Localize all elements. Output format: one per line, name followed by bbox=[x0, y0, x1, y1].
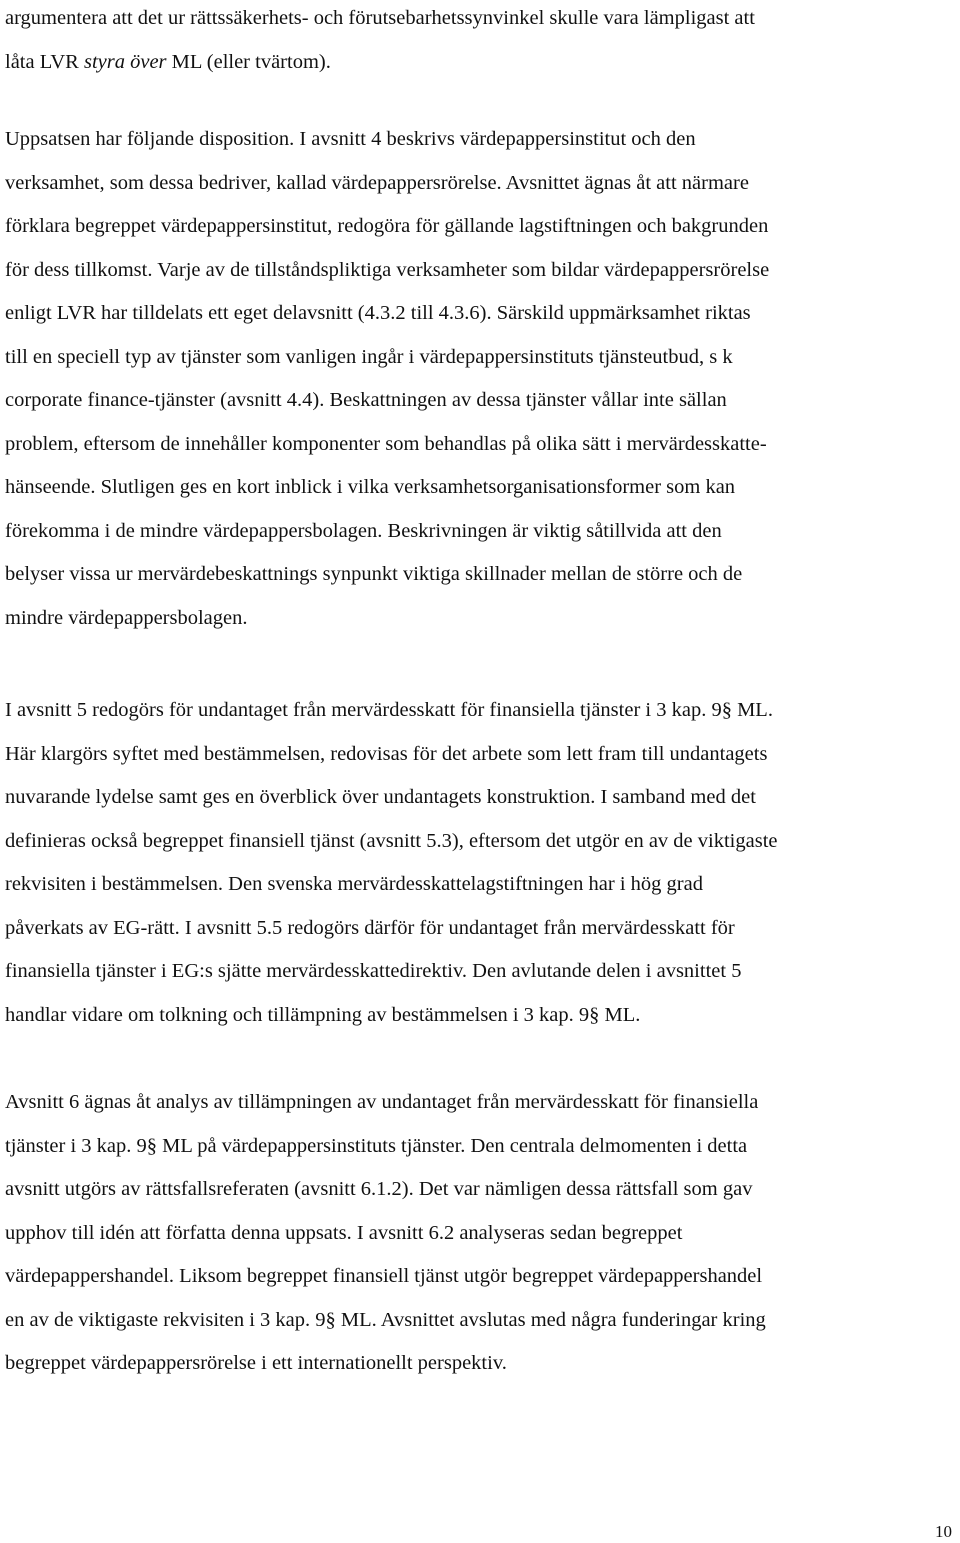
text-line bbox=[5, 510, 957, 554]
text-line bbox=[5, 1299, 957, 1343]
text-line bbox=[5, 379, 957, 423]
text-run: problem, eftersom de innehåller komponenter som behandlas på olika sätt i mervärdesskatte- bbox=[5, 432, 767, 455]
text-run: enligt LVR har tilldelats ett eget delavsnitt (4.3.2 till 4.3.6). Särskild uppmärksamhet riktas bbox=[5, 302, 751, 324]
text-run: finansiella tjänster i EG:s sjätte mervärdesskattedirektiv. Den avlutande delen i avsnittet 5 bbox=[5, 960, 742, 982]
text-line bbox=[5, 1081, 957, 1125]
text-line bbox=[5, 597, 957, 641]
text-line bbox=[5, 907, 957, 951]
paragraph-section-5 bbox=[5, 689, 957, 1037]
text-run: verksamhet, som dessa bedriver, kallad värdepappersrörelse. Avsnittet ägnas åt att närmare bbox=[5, 171, 749, 194]
page-number: 10 bbox=[935, 1522, 952, 1541]
text-run: för dess tillkomst. Varje av de tillståndspliktiga verksamheter som bildar värdepappersrörelse bbox=[5, 258, 770, 281]
text-run: argumentera att det ur rättssäkerhets- och förutsebarhetssynvinkel skulle vara lämpligast att bbox=[5, 7, 755, 29]
text-run: mindre värdepappersbolagen. bbox=[5, 606, 248, 629]
text-line bbox=[5, 1342, 957, 1386]
text-run: definieras också begreppet finansiell tjänst (avsnitt 5.3), eftersom det utgör en av de viktigaste bbox=[5, 829, 778, 852]
text-run: påverkats av EG-rätt. I avsnitt 5.5 redogörs därför för undantaget från mervärdesskatt för bbox=[5, 916, 735, 939]
text-run: I avsnitt 5 redogörs för undantaget från mervärdesskatt för finansiella tjänster i 3 kap. 9§ ML. bbox=[5, 699, 773, 721]
text-line bbox=[5, 466, 957, 510]
text-run: Avsnitt 6 ägnas åt analys av tillämpningen av undantaget från mervärdesskatt för finansiella bbox=[5, 1091, 759, 1113]
paragraph-section-6 bbox=[5, 1081, 957, 1386]
text-line bbox=[5, 1168, 957, 1212]
text-line bbox=[5, 205, 957, 249]
text-line bbox=[5, 950, 957, 994]
text-line bbox=[5, 553, 957, 597]
text-run: värdepappershandel. Liksom begreppet finansiell tjänst utgör begreppet värdepappershandel bbox=[5, 1265, 763, 1287]
text-line bbox=[5, 118, 957, 162]
text-line bbox=[5, 1125, 957, 1169]
text-run: låta LVR bbox=[5, 50, 84, 73]
text-line bbox=[5, 0, 957, 41]
italic-text: styra över bbox=[83, 50, 167, 73]
text-run: upphov till idén att författa denna uppsats. I avsnitt 6.2 analyseras sedan begreppet bbox=[5, 1221, 683, 1244]
text-line bbox=[5, 1212, 957, 1256]
text-run: en av de viktigaste rekvisiten i 3 kap. 9§ ML. Avsnittet avslutas med några funderingar kring bbox=[5, 1308, 766, 1331]
text-line bbox=[5, 994, 957, 1038]
text-line bbox=[5, 863, 957, 907]
text-line bbox=[5, 689, 957, 733]
paragraph-intro-end bbox=[5, 0, 957, 84]
paragraph-disposition bbox=[5, 118, 957, 640]
text-run: förekomma i de mindre värdepappersbolagen. Beskrivningen är viktig såtillvida att den bbox=[5, 519, 722, 542]
text-run: belyser vissa ur mervärdebeskattnings synpunkt viktiga skillnader mellan de större och de bbox=[5, 563, 743, 585]
text-run: handlar vidare om tolkning och tillämpning av bestämmelsen i 3 kap. 9§ ML. bbox=[5, 1003, 641, 1026]
text-run: till en speciell typ av tjänster som vanligen ingår i värdepappersinstituts tjänsteutbud, s k bbox=[5, 345, 733, 368]
text-run: nuvarande lydelse samt ges en överblick över undantagets konstruktion. I samband med det bbox=[5, 786, 756, 808]
text-line bbox=[5, 733, 957, 777]
text-run: rekvisiten i bestämmelsen. Den svenska mervärdesskattelagstiftningen har i hög grad bbox=[5, 873, 703, 895]
text-line bbox=[5, 776, 957, 820]
text-line bbox=[5, 292, 957, 336]
text-line bbox=[5, 423, 957, 467]
text-run: begreppet värdepappersrörelse i ett internationellt perspektiv. bbox=[5, 1352, 507, 1374]
text-run: tjänster i 3 kap. 9§ ML på värdepappersinstituts tjänster. Den centrala delmomenten i detta bbox=[5, 1134, 748, 1157]
text-line bbox=[5, 820, 957, 864]
text-run: corporate finance-tjänster (avsnitt 4.4). Beskattningen av dessa tjänster vållar inte sällan bbox=[5, 389, 727, 411]
text-run: Uppsatsen har följande disposition. I avsnitt 4 beskrivs värdepappersinstitut och den bbox=[5, 128, 696, 150]
text-line bbox=[5, 336, 957, 380]
text-run: hänseende. Slutligen ges en kort inblick i vilka verksamhetsorganisationsformer som kan bbox=[5, 476, 736, 498]
text-run: förklara begreppet värdepappersinstitut, redogöra för gällande lagstiftningen och bakgrunden bbox=[5, 215, 769, 237]
text-run: Här klargörs syftet med bestämmelsen, redovisas för det arbete som lett fram till undantagets bbox=[5, 742, 768, 765]
text-line bbox=[5, 41, 957, 85]
text-line bbox=[5, 1255, 957, 1299]
text-run: avsnitt utgörs av rättsfallsreferaten (avsnitt 6.1.2). Det var nämligen dessa rättsfall som gav bbox=[5, 1178, 753, 1200]
text-line bbox=[5, 249, 957, 293]
text-run: ML (eller tvärtom). bbox=[166, 50, 331, 73]
text-line bbox=[5, 162, 957, 206]
